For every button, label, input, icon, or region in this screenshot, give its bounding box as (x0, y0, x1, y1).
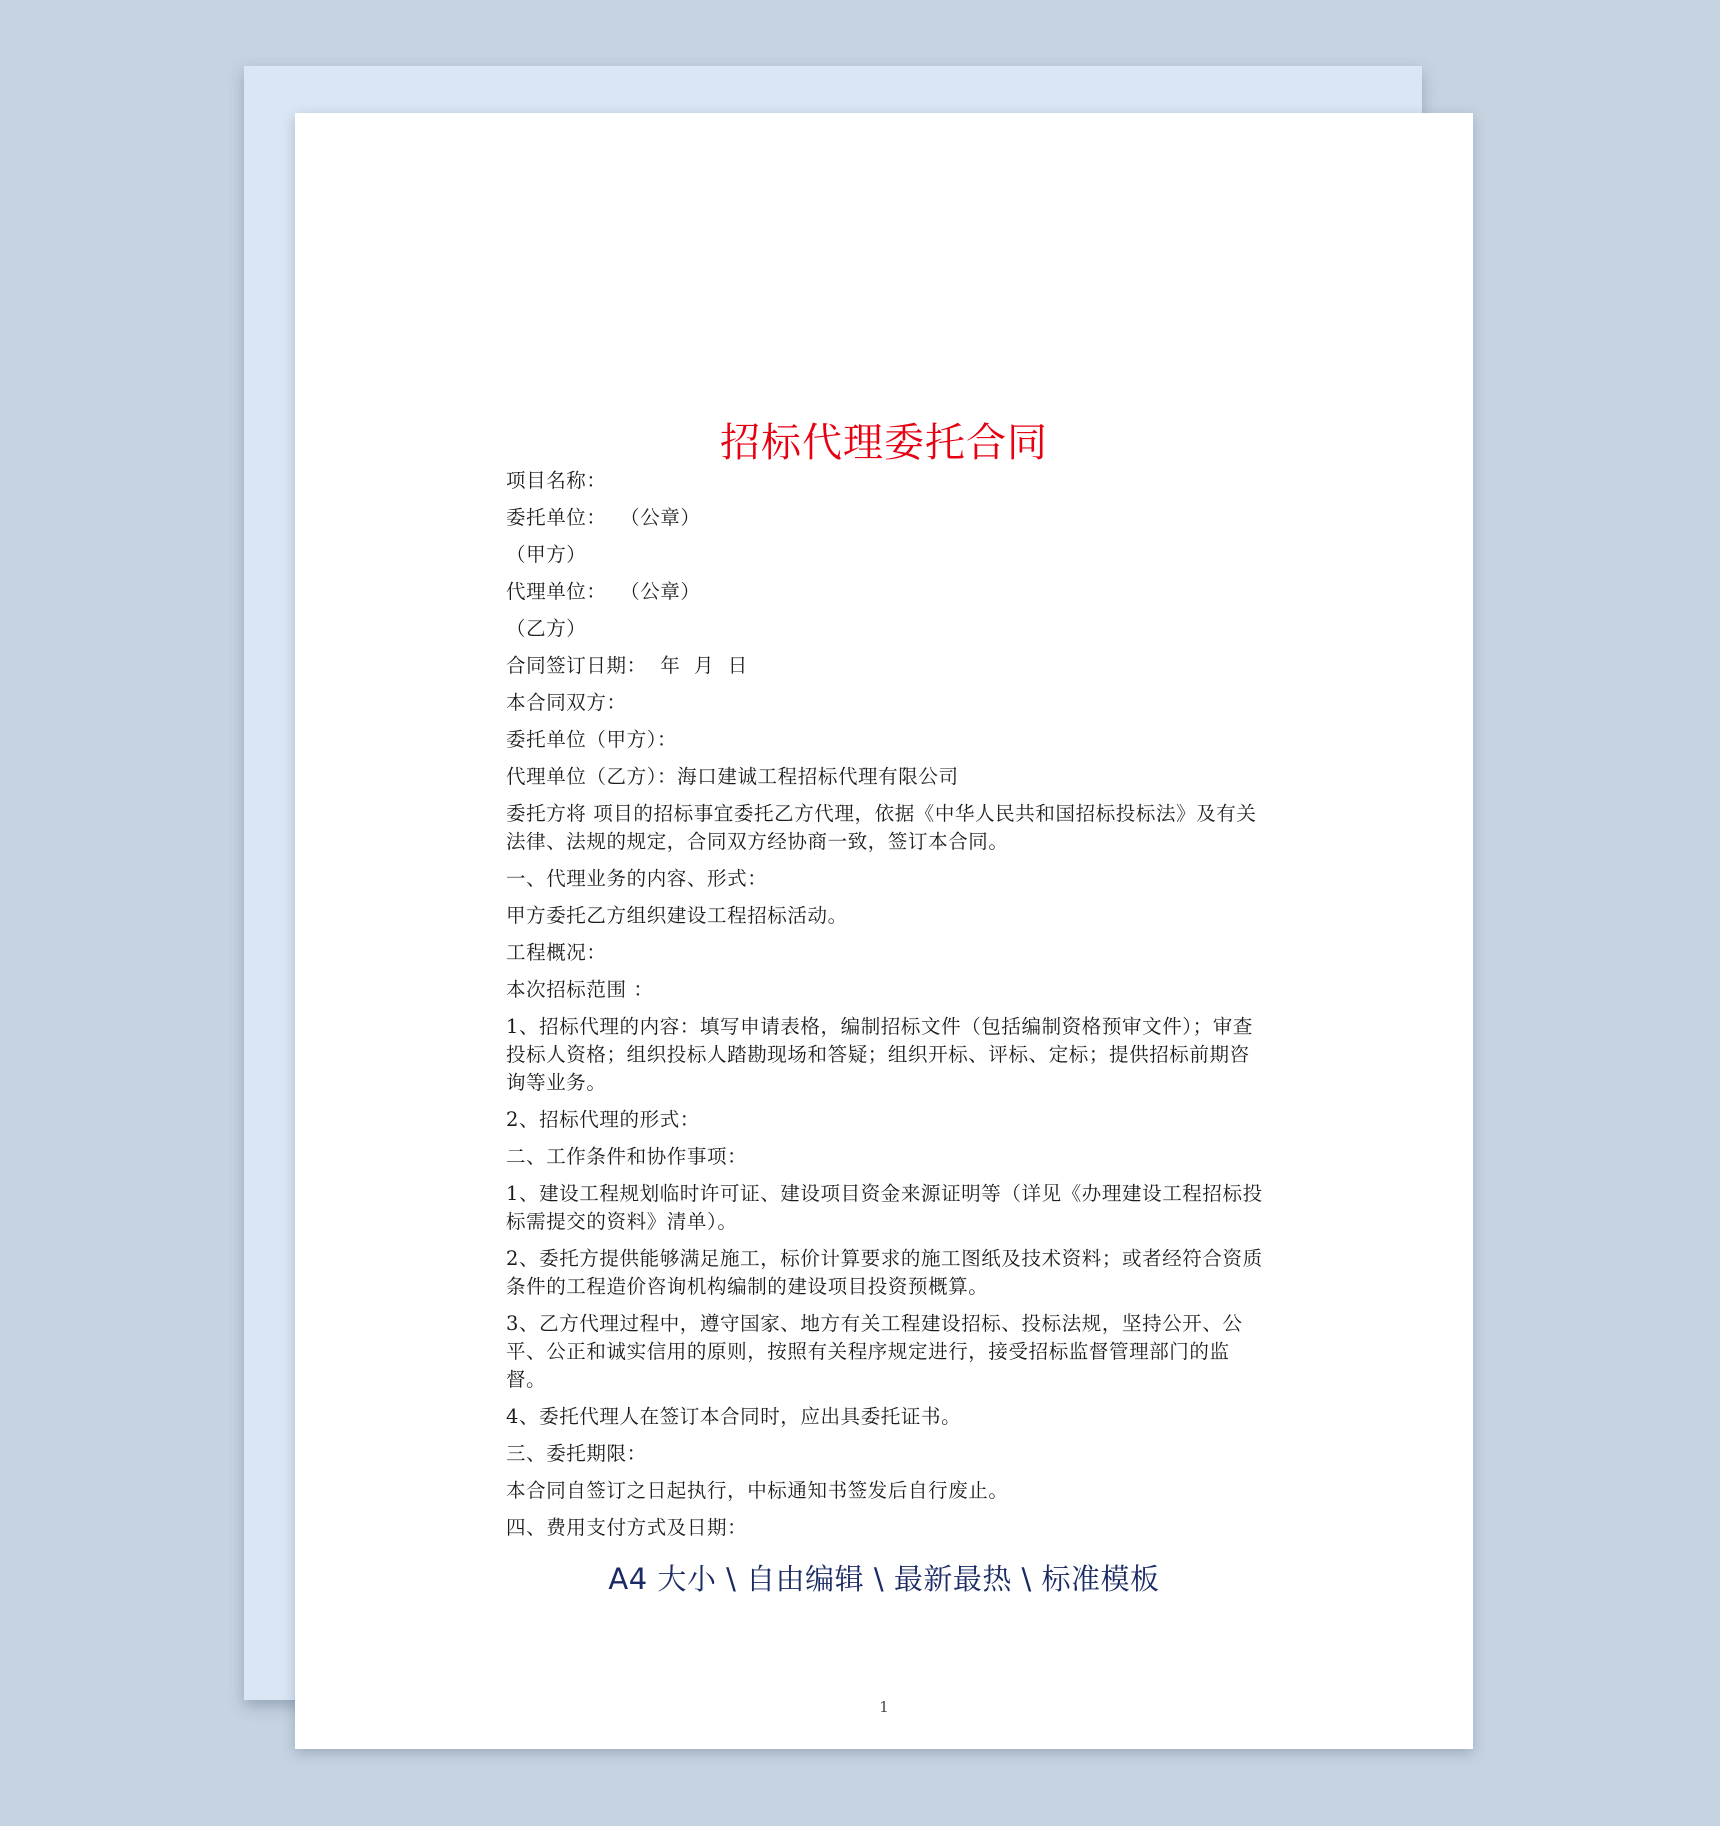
paragraph-item-2: 2、委托方提供能够满足施工，标价计算要求的施工图纸及技术资料；或者经符合资质条件的工程造价咨询机构编制的建设项目投资预概算。 (506, 1247, 1263, 1298)
document-page (295, 113, 1473, 1749)
paragraph-item-1: 1、建设工程规划临时许可证、建设项目资金来源证明等（详见《办理建设工程招标投标需提交的资料》清单）。 (506, 1182, 1263, 1233)
paragraph-sign-date: 合同签订日期： 年 月 日 (506, 654, 748, 677)
section-heading-2: 二、工作条件和协作事项： (506, 1145, 748, 1168)
paragraph-project-overview: 工程概况： (506, 941, 607, 964)
paragraph-term: 本合同自签订之日起执行，中标通知书签发后自行废止。 (506, 1479, 1009, 1502)
paragraph-agency-form: 2、招标代理的形式： (506, 1108, 700, 1131)
paragraph-agent-party-b: 代理单位（乙方）：海口建诚工程招标代理有限公司 (506, 765, 959, 788)
paragraph-preamble: 委托方将 项目的招标事宜委托乙方代理，依据《中华人民共和国招标投标法》及有关法律、法规的规定，合同双方经协商一致，签订本合同。 (506, 802, 1257, 853)
paragraph-project-name: 项目名称： (506, 469, 607, 492)
section-heading-3: 三、委托期限： (506, 1442, 647, 1465)
paragraph-client-party-a: 委托单位（甲方）： (506, 728, 678, 751)
page-number: 1 (879, 1698, 889, 1716)
section-heading-4: 四、费用支付方式及日期： (506, 1516, 748, 1539)
paragraph-party-b: （乙方） (506, 617, 587, 640)
paragraph-agent-unit: 代理单位： （公章） (506, 580, 701, 603)
paragraph-agency-content: 1、招标代理的内容：填写申请表格，编制招标文件（包括编制资格预审文件）；审查投标人资格；组织投标人踏勘现场和答疑；组织开标、评标、定标；提供招标前期咨询等业务。 (506, 1015, 1253, 1094)
template-tagline: A4 大小 \ 自由编辑 \ 最新最热 \ 标准模板 (608, 1562, 1160, 1596)
section-heading-1: 一、代理业务的内容、形式： (506, 867, 768, 890)
document-body (506, 467, 1266, 1545)
paragraph-party-a: （甲方） (506, 543, 587, 566)
paragraph-bid-scope: 本次招标范围 ： (506, 978, 654, 1001)
paragraph-both-parties: 本合同双方： (506, 691, 627, 714)
paragraph-commission: 甲方委托乙方组织建设工程招标活动。 (506, 904, 848, 927)
document-title: 招标代理委托合同 (720, 420, 1048, 466)
paragraph-item-3: 3、乙方代理过程中，遵守国家、地方有关工程建设招标、投标法规，坚持公开、公平、公正和诚实信用的原则，按照有关程序规定进行，接受招标监督管理部门的监督。 (506, 1312, 1243, 1391)
paragraph-item-4: 4、委托代理人在签订本合同时，应出具委托证书。 (506, 1405, 962, 1428)
paragraph-client-unit: 委托单位： （公章） (506, 506, 701, 529)
